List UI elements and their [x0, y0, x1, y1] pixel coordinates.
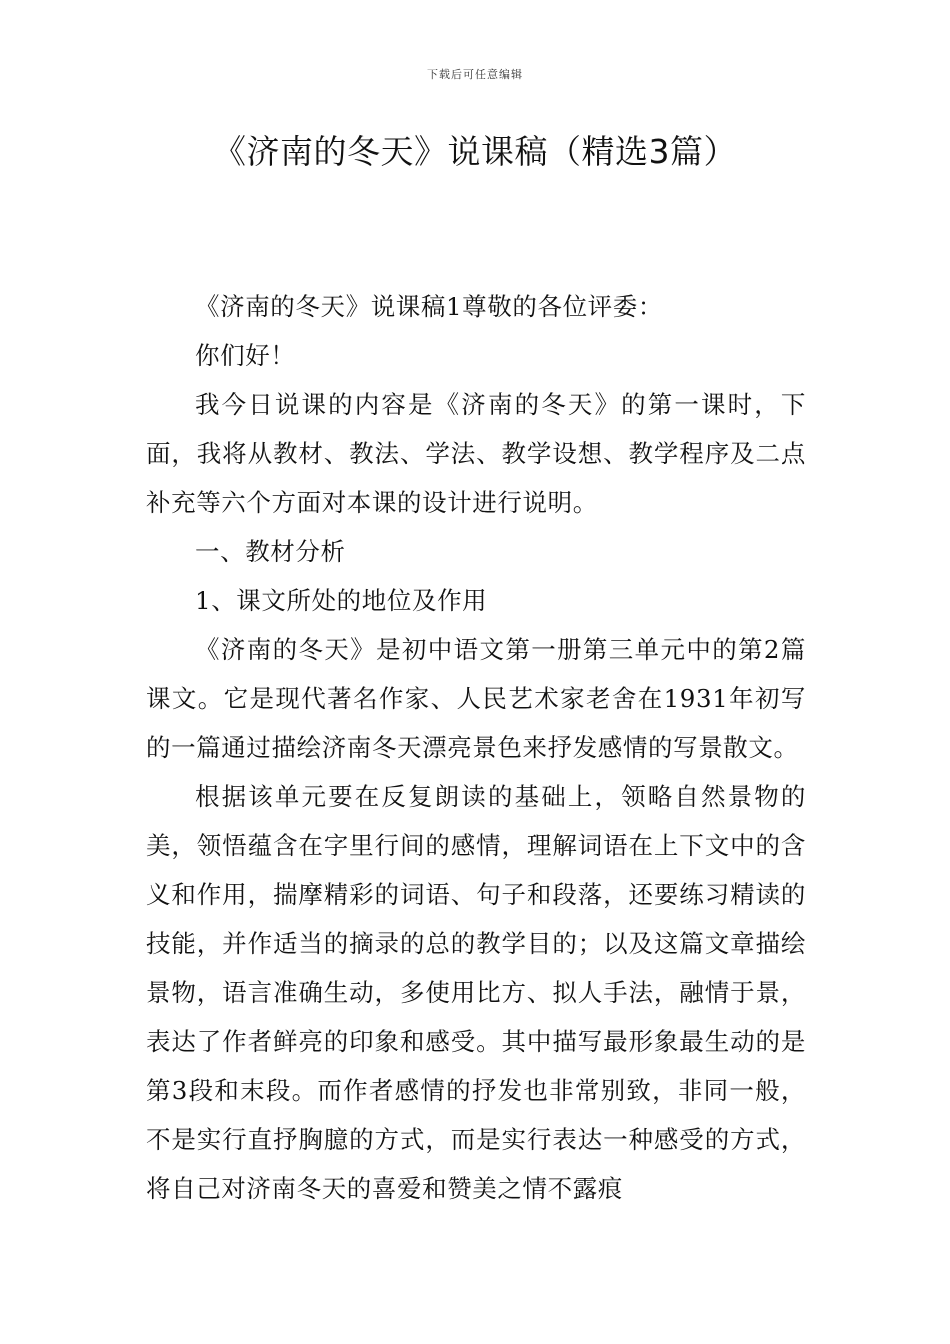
paragraph-greeting: 《济南的冬天》说课稿1尊敬的各位评委： — [195, 292, 663, 321]
document-title: 《济南的冬天》说课稿（精选3篇） — [213, 132, 737, 171]
paragraph-unit-goals: 根据该单元要在反复朗读的基础上，领略自然景物的美，领悟蕴含在字里行间的感情，理解词语在上下文中的含义和作用，揣摩精彩的词语、句子和段落，还要练习精读的技能，并作适当的摘录的总的教学目的；以及这篇文章描绘景物，语言准确生动，多使用比方、拟人手法，融情于景，表达了作者鲜亮的印象和感受。其中描写最形象最生动的是第3段和末段。而作者感情的抒发也非常别致，非同一般，不是实行直抒胸臆的方式，而是实行表达一种感受的方式，将自己对济南冬天的喜爱和赞美之情不露痕 — [146, 782, 806, 1203]
paragraph-text-position: 《济南的冬天》是初中语文第一册第三单元中的第2篇课文。它是现代著名作家、人民艺术家老舍在1931年初写的一篇通过描绘济南冬天漂亮景色来抒发感情的写景散文。 — [146, 635, 806, 762]
section-heading: 一、教材分析 — [195, 537, 346, 566]
paragraph-hello: 你们好！ — [195, 341, 296, 370]
subsection-heading: 1、课文所处的地位及作用 — [195, 586, 488, 615]
paragraph-intro: 我今日说课的内容是《济南的冬天》的第一课时，下面，我将从教材、教法、学法、教学设想、教学程序及二点补充等六个方面对本课的设计进行说明。 — [146, 390, 806, 517]
header-note: 下载后可任意编辑 — [427, 68, 523, 81]
document-body — [146, 282, 806, 1213]
